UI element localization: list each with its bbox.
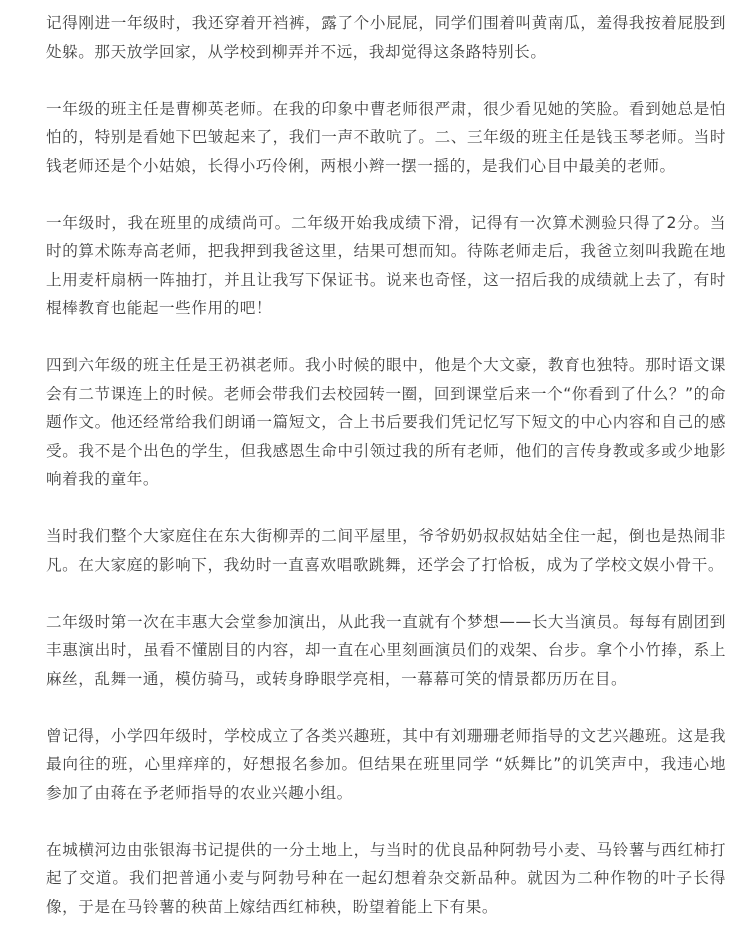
paragraph-1: 记得刚进一年级时，我还穿着开裆裤，露了个小屁屁，同学们围着叫黄南瓜，羞得我按着屁股到处躲。那天放学回家，从学校到柳弄并不远，我却觉得这条路特别长。 [46, 14, 726, 61]
paragraph-7: 曾记得，小学四年级时，学校成立了各类兴趣班，其中有刘珊珊老师指导的文艺兴趣班。这是我最向往的班，心里痒痒的，好想报名参加。但结果在班里同学 “妖舞比”的讥笑声中，我违心地参加了由蒋在予老师指导的农业兴趣小组。 [46, 726, 726, 802]
paragraph-2: 一年级的班主任是曹柳英老师。在我的印象中曹老师很严肃，很少看见她的笑脸。看到她总是怕怕的，特别是看她下巴皱起来了，我们一声不敢吭了。二、三年级的班主任是钱玉琴老师。当时钱老师还是个小姑娘，长得小巧伶俐，两根小辫一摆一摇的，是我们心目中最美的老师。 [46, 99, 726, 175]
paragraph-5: 当时我们整个大家庭住在东大街柳弄的二间平屋里，爷爷奶奶叔叔姑姑全住一起，倒也是热闹非凡。在大家庭的影响下，我幼时一直喜欢唱歌跳舞，还学会了打恰板，成为了学校文娱小骨干。 [46, 527, 726, 574]
paragraph-4: 四到六年级的班主任是王礽祺老师。我小时候的眼中，他是个大文豪，教育也独特。那时语文课会有二节课连上的时候。老师会带我们去校园转一圈，回到课堂后来一个“你看到了什么？”的命题作文。他还经常给我们朗诵一篇短文，合上书后要我们凭记忆写下短文的中心内容和自己的感受。我不是个出色的学生，但我感恩生命中引领过我的所有老师，他们的言传身教或多或少地影响着我的童年。 [46, 356, 726, 488]
paragraph-3: 一年级时，我在班里的成绩尚可。二年级开始我成绩下滑，记得有一次算术测验只得了2分。当时的算术陈寿高老师，把我押到我爸这里，结果可想而知。待陈老师走后，我爸立刻叫我跪在地上用麦杆扇柄一阵抽打，并且让我写下保证书。说来也奇怪，这一招后我的成绩就上去了，有时棍棒教育也能起一些作用的吧！ [46, 213, 726, 317]
article-body [46, 9, 726, 950]
paragraph-8: 在城横河边由张银海书记提供的一分土地上，与当时的优良品种阿勃号小麦、马铃薯与西红柿打起了交道。我们把普通小麦与阿勃号种在一起幻想着杂交新品种。就因为二种作物的叶子长得像，于是在马铃薯的秧苗上嫁结西红柿秧，盼望着能上下有果。 [46, 840, 726, 916]
paragraph-6: 二年级时第一次在丰惠大会堂参加演出，从此我一直就有个梦想——长大当演员。每每有剧团到丰惠演出时，虽看不懂剧目的内容，却一直在心里刻画演员们的戏架、台步。拿个小竹捧，系上麻丝，乱舞一通，模仿骑马，或转身睁眼学亮相，一幕幕可笑的情景都历历在目。 [46, 612, 726, 688]
